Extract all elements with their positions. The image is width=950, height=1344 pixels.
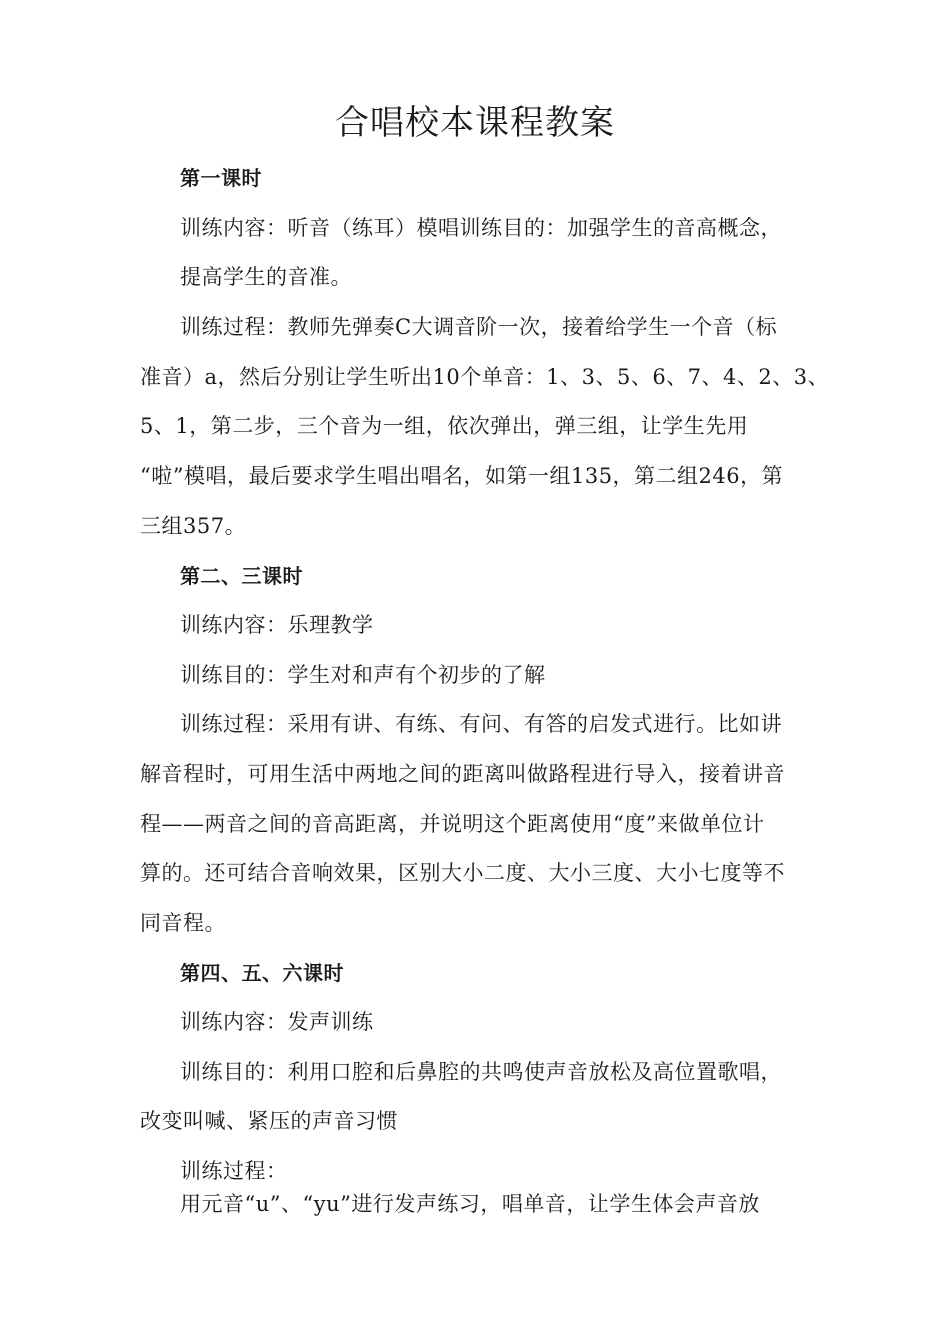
paragraph-line: 训练过程：教师先弹奏C大调音阶一次，接着给学生一个音（标 [180,315,778,339]
paragraph-line: 三组357。 [140,514,247,538]
section-heading-lesson-1: 第一课时 [180,166,262,190]
paragraph-line: 5、1，第二步，三个音为一组，依次弹出，弹三组，让学生先用 [140,414,749,438]
paragraph-line: 解音程时，可用生活中两地之间的距离叫做路程进行导入，接着讲音 [140,762,785,786]
paragraph-line: 训练内容：发声训练 [180,1010,374,1034]
section-heading-lesson-4-6: 第四、五、六课时 [180,961,344,985]
paragraph-line: 用元音“u”、“yu”进行发声练习，唱单音，让学生体会声音放 [180,1192,760,1216]
paragraph-line: 训练过程：采用有讲、有练、有问、有答的启发式进行。比如讲 [180,712,782,736]
paragraph-line: 训练目的：学生对和声有个初步的了解 [180,663,546,687]
paragraph-line: 程——两音之间的音高距离，并说明这个距离使用“度”来做单位计 [140,812,765,836]
paragraph-line: 改变叫喊、紧压的声音习惯 [140,1109,398,1133]
paragraph-line: “啦”模唱，最后要求学生唱出唱名，如第一组135，第二组246，第 [140,464,784,488]
paragraph-line: 训练目的：利用口腔和后鼻腔的共鸣使声音放松及高位置歌唱， [180,1060,782,1084]
paragraph-line: 准音）a，然后分别让学生听出10个单音：1、3、5、6、7、4、2、3、 [140,365,830,389]
paragraph-line: 训练内容：听音（练耳）模唱训练目的：加强学生的音高概念， [180,216,782,240]
document-title: 合唱校本课程教案 [335,103,615,143]
paragraph-line: 训练过程： [180,1159,288,1183]
paragraph-line: 算的。还可结合音响效果，区别大小二度、大小三度、大小七度等不 [140,861,785,885]
section-heading-lesson-2-3: 第二、三课时 [180,564,303,588]
paragraph-line: 提高学生的音准。 [180,265,352,289]
paragraph-line: 同音程。 [140,911,226,935]
paragraph-line: 训练内容：乐理教学 [180,613,374,637]
